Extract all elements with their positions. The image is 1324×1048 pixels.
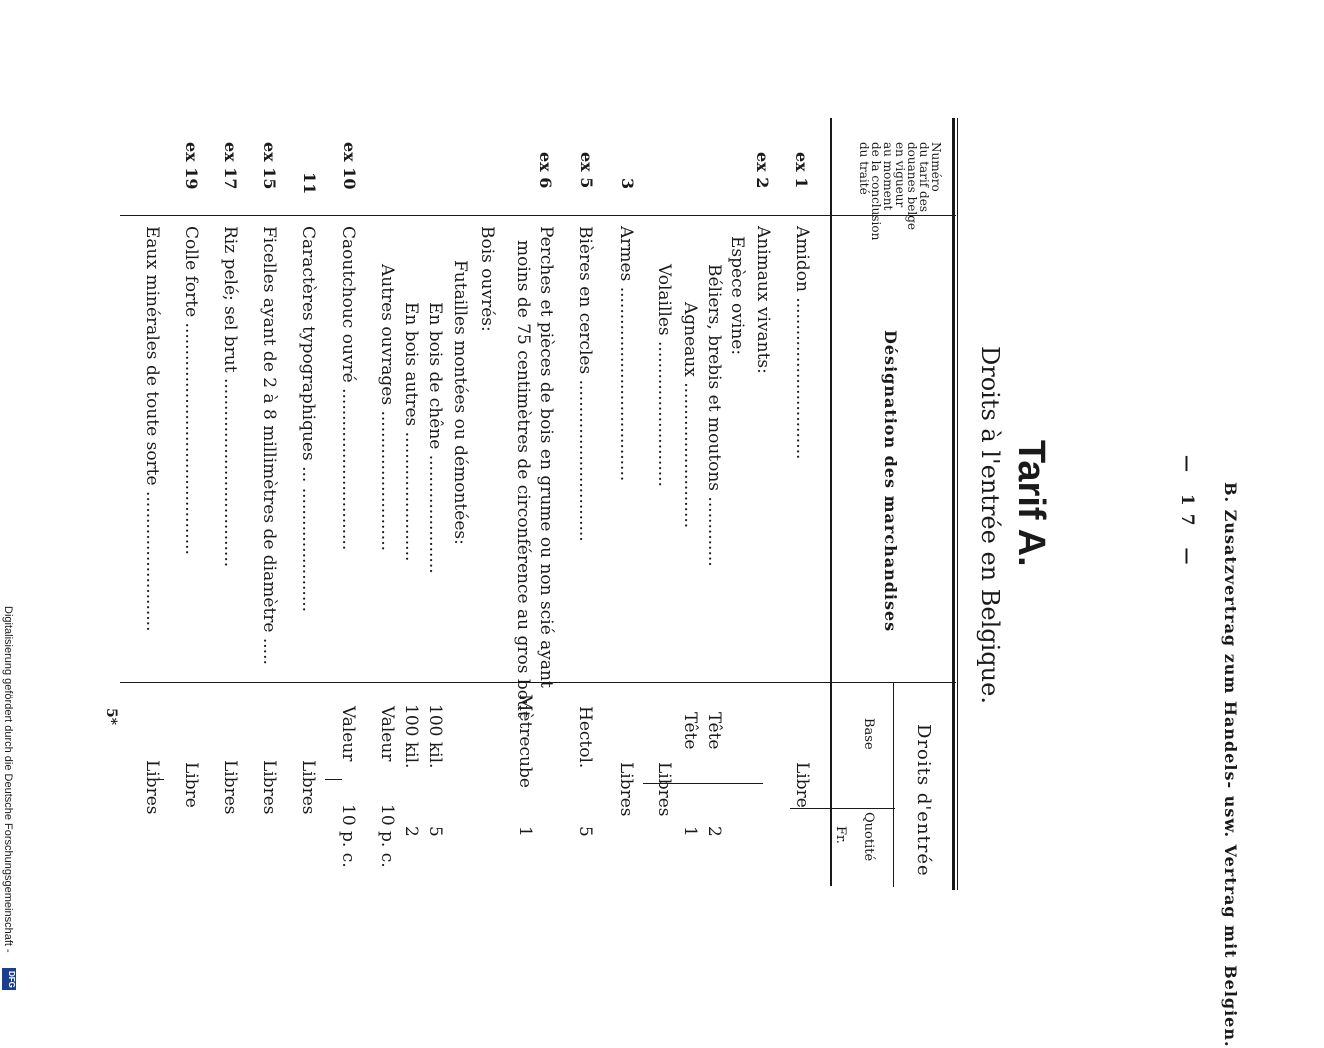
droits-sub-rule (893, 682, 894, 887)
column-header-quotite: Quotité (861, 812, 876, 862)
col-rule-base (790, 808, 895, 809)
base-value: Tête (680, 712, 700, 750)
designation-entry: Caoutchouc ouvré .............................. (338, 226, 358, 551)
quotite-value: 1 (680, 826, 700, 837)
tariff-number: ex 1 (792, 152, 811, 189)
designation-entry: Volailles ........................... (654, 264, 674, 487)
column-header-number: Numéro du tarif des douanes belge en vigueur au moment de la conclusion du traité (857, 142, 943, 241)
base-value: Mètrecube (515, 694, 535, 788)
designation-entry: Bières en cercles .............................. (575, 226, 595, 542)
base-value: Libre (792, 762, 812, 808)
designation-entry: Armes .................................... (616, 226, 636, 482)
base-value: Libres (142, 760, 162, 815)
designation-entry: Animaux vivants: (753, 226, 773, 374)
column-header-designation: Désignation des marchandises (881, 330, 900, 633)
designation-entry: Colle forte ........................................... (181, 226, 201, 555)
base-value: Libres (220, 760, 240, 815)
designation-entry: Autres ouvrages .......................... (377, 264, 397, 551)
base-value: 100 kil. (425, 704, 445, 769)
designation-entry: Bois ouvrés: (477, 226, 497, 332)
header-bottom-rule (830, 118, 832, 886)
column-header-quotite-unit: Fr. (833, 826, 848, 844)
designation-entry: Agneaux ........................... (680, 302, 700, 529)
column-header-base: Base (861, 718, 876, 750)
tariff-number: ex 10 (340, 142, 359, 190)
base-value: Valeur (377, 706, 397, 762)
designation-entry: Perches et pièces de bois en grume ou non scié ayant (536, 226, 556, 688)
base-value: Libres (616, 762, 636, 817)
base-value: Libres (654, 762, 674, 817)
quotite-value: 5 (425, 826, 445, 837)
page-number: — 17 — (1177, 455, 1197, 573)
page-title: Tarif A. (1010, 440, 1052, 567)
page-subtitle: Droits à l'entrée en Belgique. (976, 346, 1004, 704)
designation-entry-continued: moins de 75 centimètres de circonférence au gros bout (513, 240, 533, 718)
designation-entry: En bois autres ........................ (401, 302, 421, 562)
designation-entry: Amidon .............................. (792, 226, 812, 460)
designation-entry: Espèce ovine: (727, 236, 747, 356)
tariff-number: 3 (618, 178, 637, 190)
quotite-value: 2 (401, 826, 421, 837)
table-top-rule (952, 118, 955, 890)
quotite-value: 1 (515, 826, 535, 837)
tariff-number: ex 2 (753, 152, 772, 189)
column-header-droits: Droits d'entrée (913, 724, 934, 877)
base-value: Libres (259, 760, 279, 815)
tariff-number: ex 17 (221, 142, 240, 190)
dfg-logo: DFG (2, 968, 16, 990)
digitization-credit: Digitalisierung gefördert durch die Deutsche Forschungsgemeinschaft - (2, 606, 14, 953)
base-value: Valeur (338, 706, 358, 762)
quotite-value: 10 p. c. (338, 804, 358, 868)
designation-entry: Riz pelé; sel brut ................................... (220, 226, 240, 568)
running-head: B. Zusatzvertrag zum Handels- usw. Vertrag mit Belgien. (1221, 482, 1240, 1048)
designation-entry: Ficelles ayant de 2 à 8 millimètres de diamètre ..... (259, 226, 279, 665)
base-value: Hectol. (575, 706, 595, 769)
tariff-number: ex 19 (182, 142, 201, 190)
col-rule-base-3 (325, 779, 342, 780)
designation-entry: Futailles montées ou démontées: (450, 260, 470, 545)
base-value: Libres (298, 760, 318, 815)
table-top-rule-thin (957, 118, 958, 890)
designation-entry: En bois de chêne ...................... (425, 302, 445, 574)
quotite-value: 2 (704, 826, 724, 837)
tariff-number: 11 (300, 172, 319, 195)
tariff-number: ex 15 (260, 142, 279, 190)
base-value: 100 kil. (401, 704, 421, 769)
quotite-value: 5 (575, 826, 595, 837)
col-rule-number (120, 215, 956, 216)
designation-entry: Eaux minérales de toute sorte .......................... (142, 226, 162, 632)
signature-mark: 5* (103, 708, 119, 726)
base-value: Tête (704, 712, 724, 750)
designation-entry: Caractères typographiques ... ....................... (298, 226, 318, 613)
tariff-number: ex 5 (577, 152, 596, 189)
quotite-value: 10 p. c. (377, 804, 397, 868)
tariff-number: ex 6 (536, 152, 555, 189)
base-value: Libre (181, 762, 201, 808)
designation-entry: Béliers, brebis et moutons ............. (704, 264, 724, 567)
